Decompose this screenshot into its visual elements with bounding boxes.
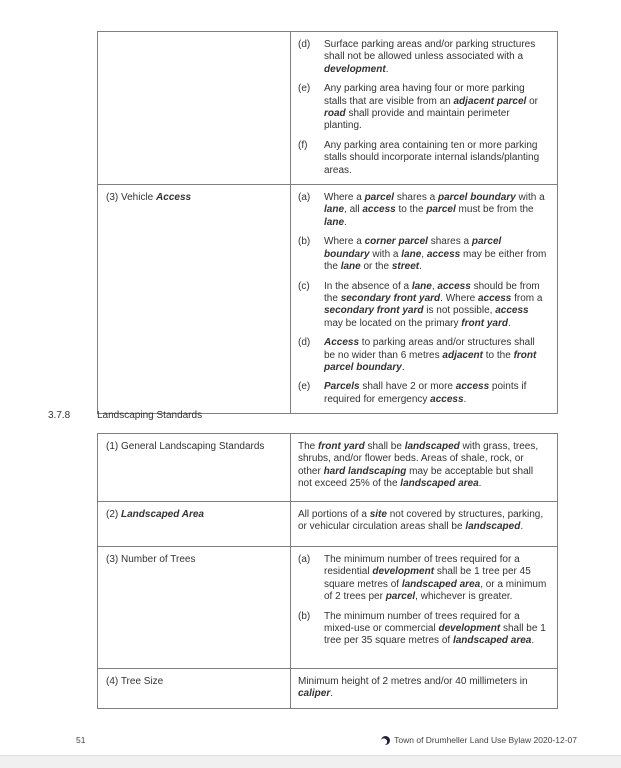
row-label-cell: (3) Vehicle Access bbox=[98, 185, 291, 413]
table-row bbox=[98, 546, 557, 668]
table-row bbox=[98, 32, 557, 184]
list-item bbox=[298, 83, 547, 133]
section-heading bbox=[48, 410, 202, 422]
row-label-cell: (4) Tree Size bbox=[98, 669, 291, 708]
item-marker: (f) bbox=[298, 139, 308, 151]
table-row bbox=[98, 501, 557, 546]
list-item bbox=[298, 192, 547, 229]
item-marker: (a) bbox=[298, 554, 311, 565]
list-item bbox=[298, 611, 547, 648]
item-marker: (e) bbox=[298, 381, 311, 393]
table-row bbox=[98, 668, 557, 708]
item-marker: (b) bbox=[298, 610, 311, 622]
list-item bbox=[298, 381, 547, 406]
item-text: Where a parcel shares a parcel boundary with a lane, all access to the parcel must be from the lane. bbox=[324, 192, 545, 228]
list-item bbox=[298, 554, 547, 604]
row-label-cell bbox=[98, 32, 291, 184]
item-marker: (d) bbox=[298, 39, 311, 50]
row-content-cell bbox=[291, 547, 557, 668]
row-content-cell bbox=[291, 185, 557, 413]
list-item bbox=[298, 281, 547, 331]
item-text: Surface parking areas and/or parking structures shall not be allowed unless associated with a development. bbox=[324, 39, 536, 75]
row-label-cell: (3) Number of Trees bbox=[98, 547, 291, 668]
item-text: Access to parking areas and/or structures shall be no wider than 6 metres adjacent to the front parcel boundary. bbox=[324, 337, 537, 373]
item-text: Parcels shall have 2 or more access points if required for emergency access. bbox=[324, 381, 527, 405]
section-number: 3.7.8 bbox=[48, 410, 71, 421]
row-label-cell: (1) General Landscaping Standards bbox=[98, 434, 291, 501]
footer-doc-title: Town of Drumheller Land Use Bylaw 2020-12-07 bbox=[394, 735, 577, 745]
item-text: In the absence of a lane, access should be from the secondary front yard. Where access from a secondary front yard is not possible, access may be located on the primary front yard. bbox=[324, 280, 543, 329]
table-row bbox=[98, 184, 557, 413]
item-text: Where a corner parcel shares a parcel boundary with a lane, access may be either from the lane or the street. bbox=[324, 236, 547, 273]
list-item bbox=[298, 236, 547, 273]
row-label-cell: (2) Landscaped Area bbox=[98, 502, 291, 546]
crescent-logo-icon bbox=[381, 736, 390, 745]
parking-table bbox=[97, 31, 558, 414]
page-bottom-edge bbox=[0, 755, 621, 768]
item-text: Any parking area containing ten or more parking stalls should incorporate internal islands/planting areas. bbox=[324, 139, 540, 176]
item-marker: (d) bbox=[298, 337, 311, 349]
list-item bbox=[298, 39, 547, 76]
row-content-cell: Minimum height of 2 metres and/or 40 millimeters in caliper. bbox=[298, 676, 528, 700]
item-text: Any parking area having four or more parking stalls that are visible from an adjacent parcel or road shall provide and maintain perimeter planting. bbox=[324, 83, 538, 132]
item-marker: (b) bbox=[298, 236, 311, 248]
section-title: Landscaping Standards bbox=[97, 410, 203, 421]
landscaping-table bbox=[97, 433, 558, 709]
item-marker: (e) bbox=[298, 83, 311, 95]
item-text: The minimum number of trees required for a mixed-use or commercial development shall be 1 tree per 35 square metres of landscaped area. bbox=[324, 610, 546, 647]
table-row bbox=[98, 434, 557, 501]
page-number: 51 bbox=[76, 735, 86, 745]
item-text: The minimum number of trees required for a residential development shall be 1 tree per 45 square metres of landscaped area, or a minimum of 2 trees per parcel, whichever is greater. bbox=[324, 554, 547, 603]
row-content-cell: The front yard shall be landscaped with grass, trees, shrubs, and/or flower beds. Areas of shale, rock, or other hard landscaping may be acceptable but shall not exceed 25% of the landscaped area. bbox=[298, 441, 539, 490]
item-marker: (c) bbox=[298, 280, 310, 292]
row-content-cell: All portions of a site not covered by structures, parking, or vehicular circulation areas shall be landscaped. bbox=[298, 509, 544, 533]
list-item bbox=[298, 337, 547, 374]
row-content-cell bbox=[291, 32, 557, 184]
footer-doc-ref bbox=[381, 734, 577, 746]
list-item bbox=[298, 140, 547, 177]
item-marker: (a) bbox=[298, 192, 311, 204]
